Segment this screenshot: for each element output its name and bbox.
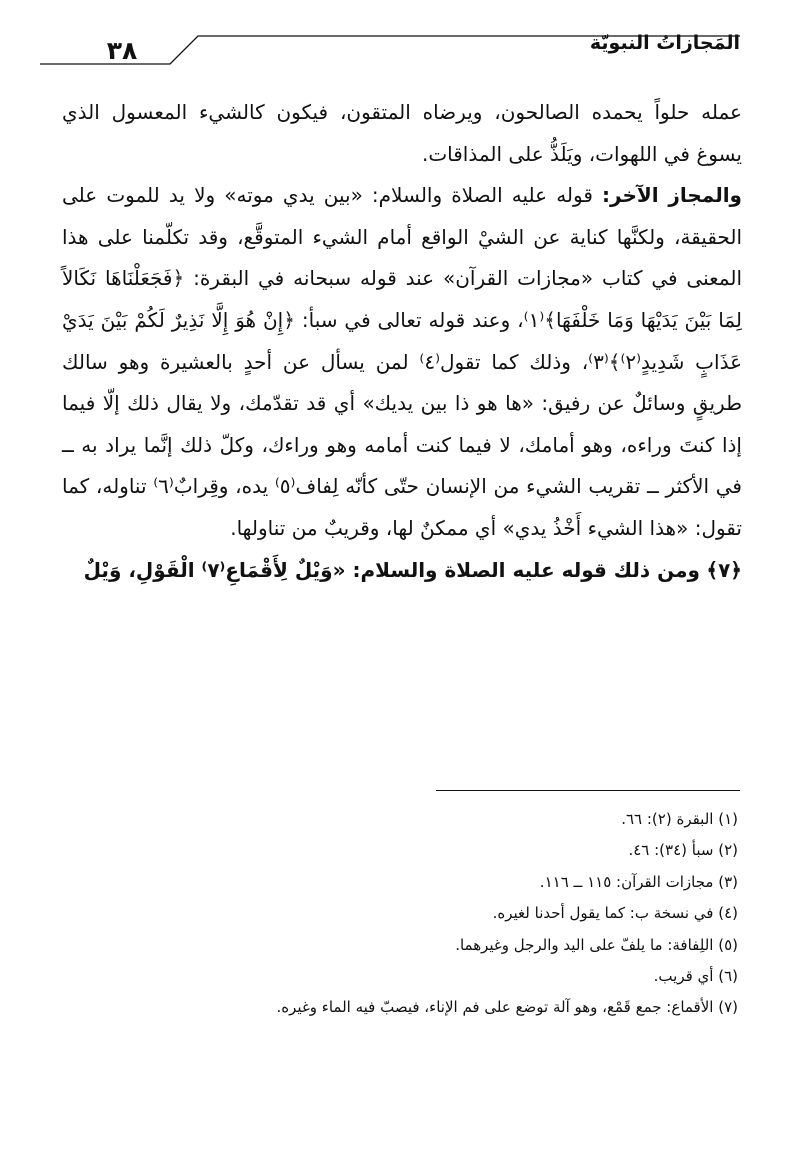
paragraph-2	[62, 175, 742, 549]
footnote-separator	[436, 790, 740, 791]
paragraph-3-text: ومن ذلك قوله عليه الصلاة والسلام: «وَيْلٌ لِأَقْمَاعِ⁽٧⁾ الْقَوْلِ، وَيْلٌ	[83, 557, 700, 582]
footnote-6: (٦) أي قريب.	[653, 967, 738, 986]
main-text	[62, 92, 742, 591]
footnote-2: (٢) سبأ (٣٤): ٤٦.	[628, 841, 738, 860]
paragraph-3-number: ﴿٧﴾	[706, 557, 742, 582]
footnotes	[70, 804, 738, 1024]
paragraph-3	[62, 550, 742, 592]
header-title: المَجازاتُ النبويّة	[589, 32, 740, 54]
footnote-5: (٥) اللِفافة: ما يلفّ على اليد والرجل وغيرهما.	[455, 935, 738, 954]
footnote-1: (١) البقرة (٢): ٦٦.	[621, 810, 738, 828]
footnote-3: (٣) مجازات القرآن: ١١٥ ــ ١١٦.	[539, 872, 738, 891]
footnote-7: (٧) الأقماع: جمع قَمْع، وهو آلة توضع على فم الإناء، فيصبّ فيه الماء وغيره.	[276, 998, 738, 1017]
footnote-4: (٤) في نسخة ب: كما يقول أحدنا لغيره.	[492, 904, 738, 923]
page-number: ٣٨	[106, 36, 138, 65]
paragraph-2-lead: والمجاز الآخر:	[602, 183, 742, 208]
paragraph-2-text: قوله عليه الصلاة والسلام: «بين يدي موته» ولا يد للموت على الحقيقة، ولكنَّها كناية عن الشيْ الواقع أمام الشيء المتوقَّع، وقد تكلّمنا على هذا المعنى في كتاب «مجازات القرآن» عند قوله سبحانه في البقرة: ﴿فَجَعَلْنَاهَا نَكَالاً لِمَا بَيْنَ يَدَيْهَا وَمَا خَلْفَهَا﴾⁽١⁾، وعند قوله تعالى في سبأ: ﴿إِنْ هُوَ إِلَّا نَذِيرٌ لَكُمْ بَيْنَ يَدَيْ عَذَابٍ شَدِيدٍ⁽٢⁾﴾⁽٣⁾، وذلك كما تقول⁽٤⁾ لمن يسأل عن أحدٍ بالعشيرة وهو سالك طريقٍ وسائلٌ عن رفيق: «ها هو ذا بين يديك» أي قد تقدّمك، ولا يقال ذلك إلّا فيما إذا كنتَ وراءه، وهو أمامك، لا فيما كنت أمامه وهو وراءك، وكلّ ذلك إنَّما يراد به ــ في الأكثر ــ تقريب الشيء من الإنسان حتّى كأنّه لِفاف⁽٥⁾ يده، وقِرابٌ⁽٦⁾ تناوله، كما تقول: «هذا الشيء أَخْذُ يدي» أي ممكنٌ لها، وقريبٌ من تناولها.	[62, 183, 742, 540]
paragraph-1: عمله حلواً يحمده الصالحون، ويرضاه المتقون، فيكون كالشيء المعسول الذي يسوغ في اللهوات، ويَلَذُّ على المذاقات.	[62, 100, 742, 166]
running-header	[40, 26, 740, 78]
